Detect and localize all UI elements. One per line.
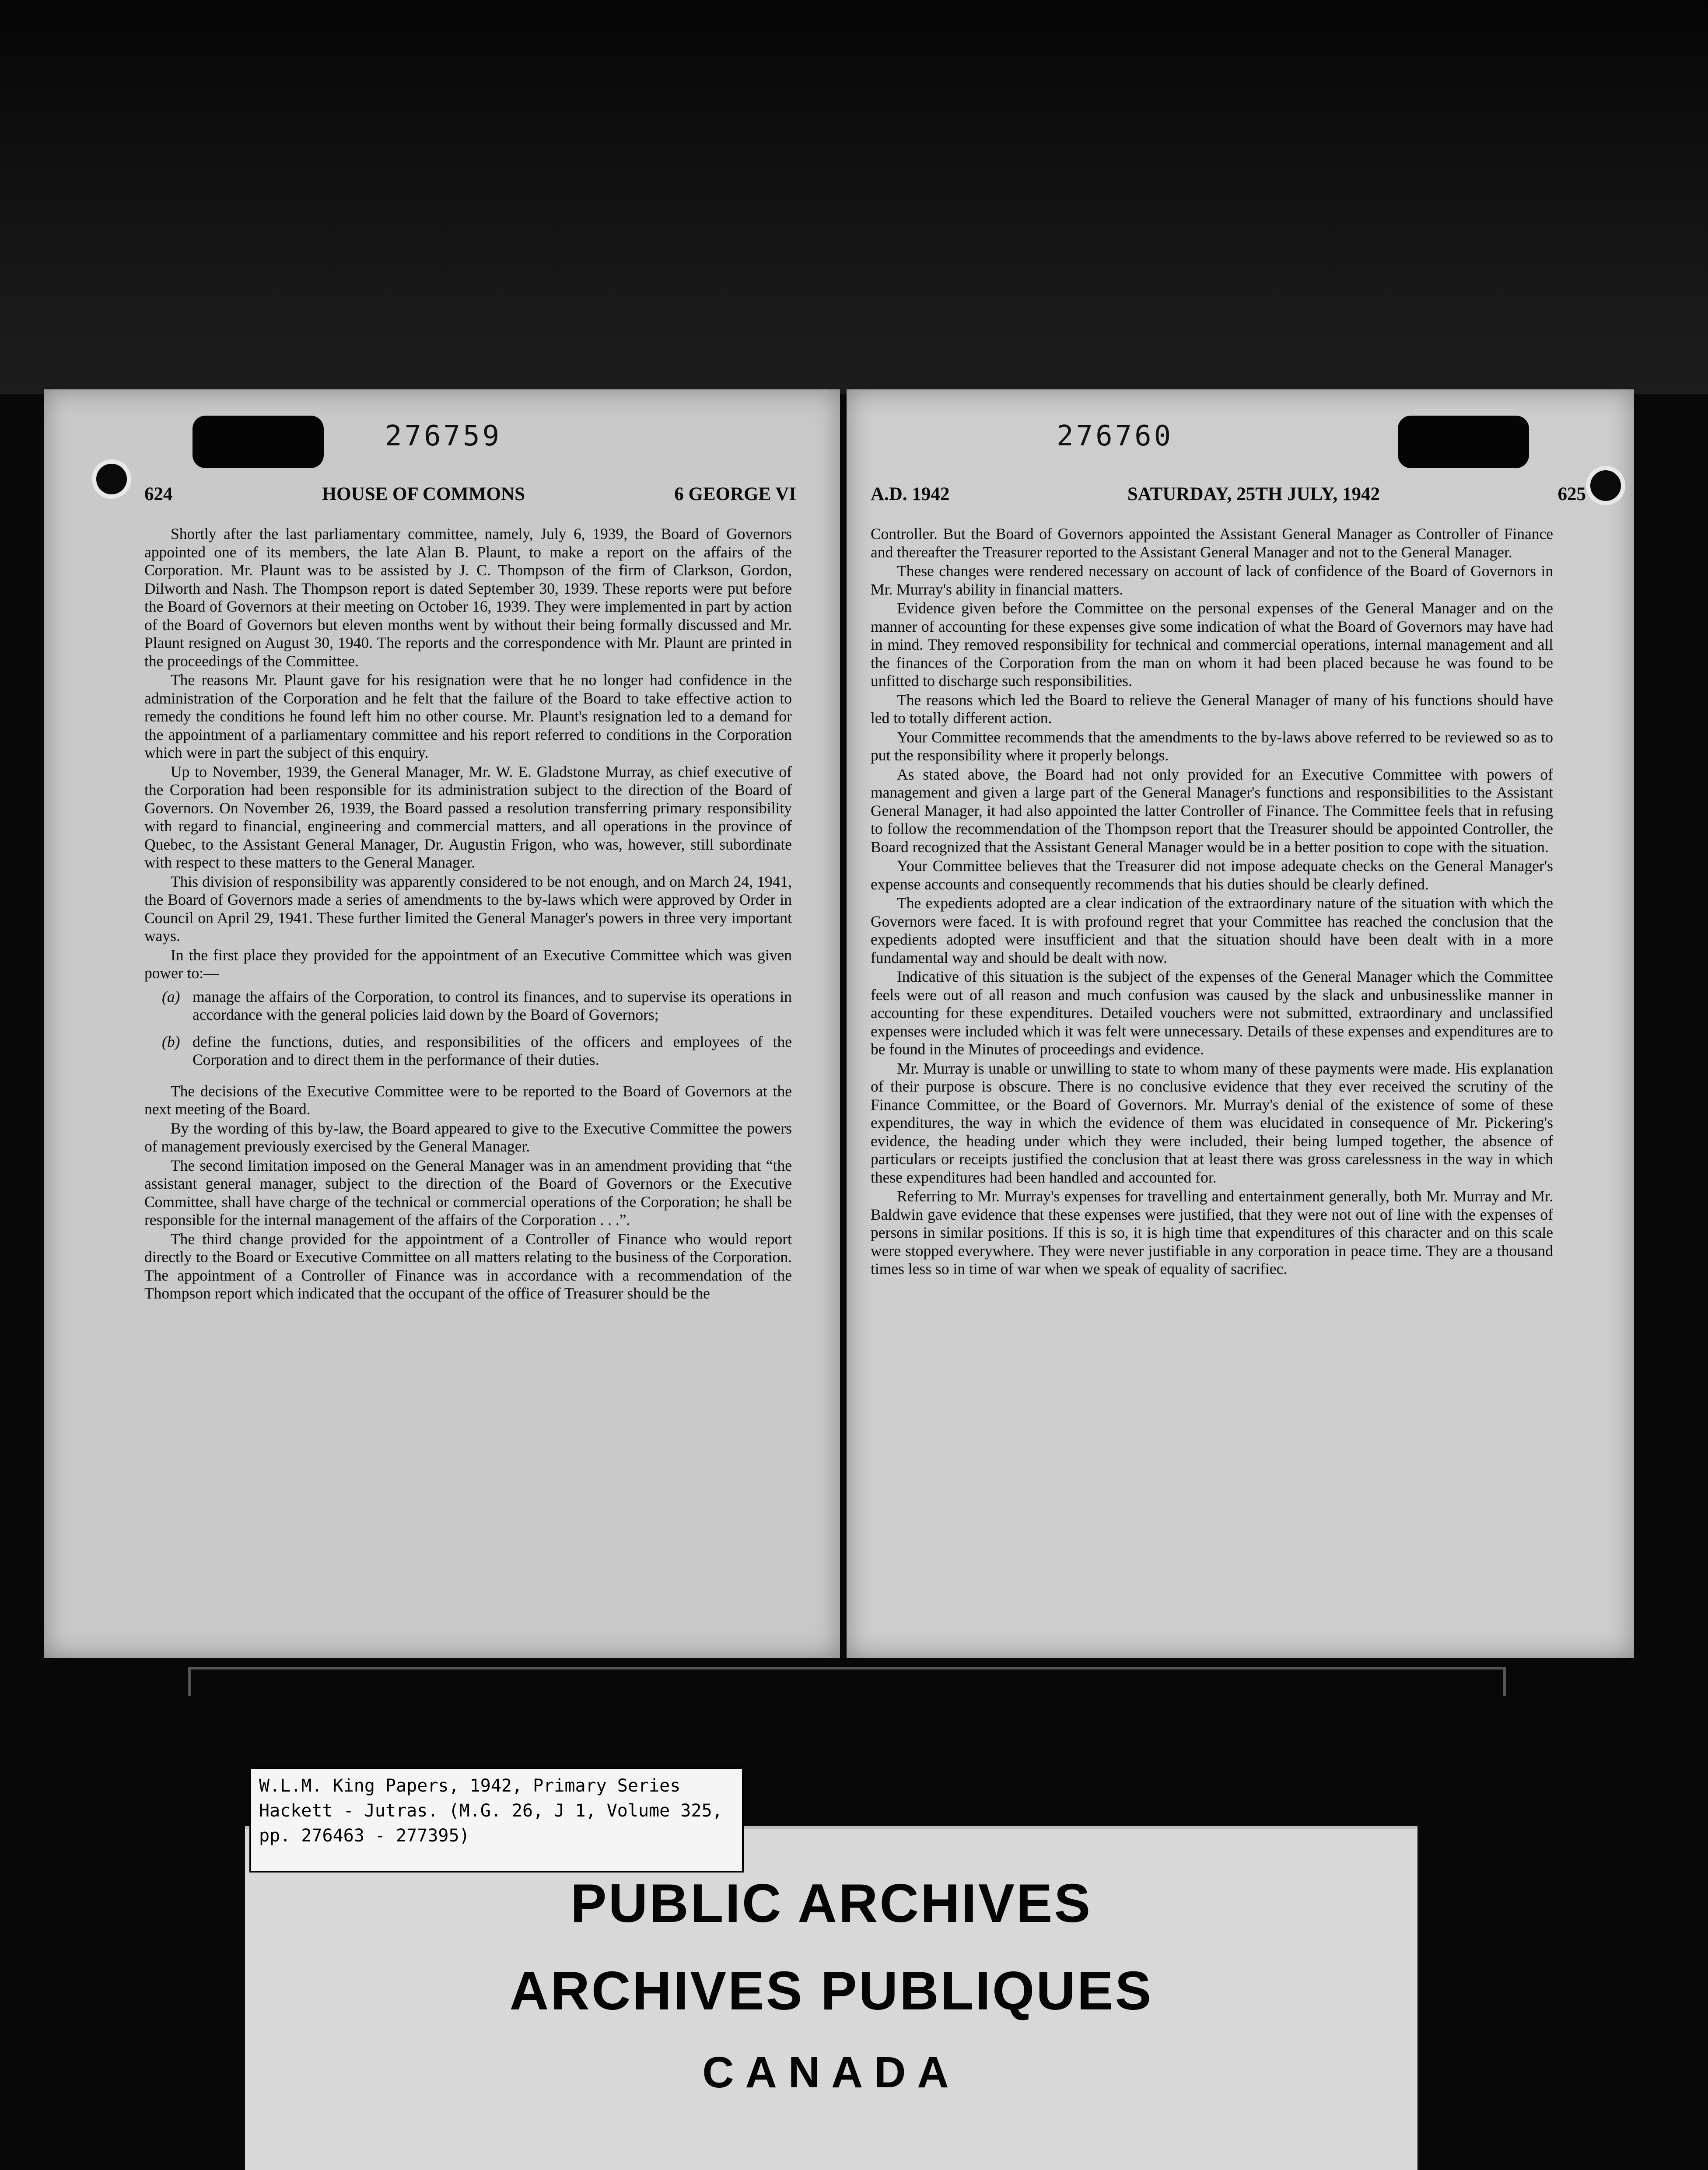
paragraph: The reasons which led the Board to relieve the General Manager of many of his functions should have led to totally different action. bbox=[871, 691, 1553, 727]
right-page-number: 625 bbox=[1558, 484, 1586, 504]
left-page-number: 624 bbox=[144, 484, 173, 504]
paragraph: Indicative of this situation is the subject of the expenses of the General Manager which the Committee feels were out of all reason and much confusion was caused by the slack and unbusinesslike manner in accounting for these expenditures. Detailed vouchers were not submitted, extraordinary and unclassified expenses were included which it was felt were unnecessary. Details of these expenses and expenditures are to be found in the Minutes of proceedings and evidence. bbox=[871, 968, 1553, 1058]
paragraph: Mr. Murray is unable or unwilling to state to whom many of these payments were made. His explanation of their purpose is obscure. There is no conclusive evidence that they ever received the scrutiny of the Finance Committee, or the Board of Governors. Mr. Murray's denial of the existence of some of these expenditures, the way in which the evidence of them was elucidated in consequence of Mr. Pickering's evidence, the heading under which they were included, their being lumped together, the absence of particulars or receipts justified the conclusion that at least there was gross carelessness in the way in which these expenditures had been handled and accounted for. bbox=[871, 1059, 1553, 1186]
list-item-label: (a) bbox=[162, 987, 180, 1005]
paragraph: As stated above, the Board had not only provided for an Executive Committee with powers of management and given a large part of the General Manager's functions and responsibilities to the Assistant General Manager, it had also appointed the latter Controller of Finance. The Committee feels that in refusing to follow the recommendation of the Thompson report that the Treasurer should be appointed Controller, the Board recognized that the Assistant General Manager would be in a better position to cope with the situation. bbox=[871, 765, 1553, 856]
left-page-punch-hole bbox=[92, 459, 131, 499]
paragraph: Evidence given before the Committee on the personal expenses of the General Manager and on the manner of accounting for these expenses give some indication of what the Board of Governors may have had in mind. They removed responsibility for technical and commercial operations, internal management and all the finances of the Corporation from the man on whom it had been placed because he was found to be unfitted to discharge such responsibilities. bbox=[871, 599, 1553, 690]
paragraph: In the first place they provided for the appointment of an Executive Committee which was given power to:— bbox=[144, 946, 792, 982]
left-page-redaction-tab bbox=[192, 416, 324, 468]
left-page-header bbox=[144, 483, 796, 505]
list-item bbox=[144, 1033, 792, 1069]
paragraph: Controller. But the Board of Governors appointed the Assistant General Manager as Controller of Finance and thereafter the Treasurer reported to the Assistant General Manager and not to the General Manager. bbox=[871, 525, 1553, 561]
paragraph: The decisions of the Executive Committee were to be reported to the Board of Governors at the next meeting of the Board. bbox=[144, 1082, 792, 1118]
right-page-redaction-tab bbox=[1398, 416, 1529, 468]
collection-label-line: W.L.M. King Papers, 1942, Primary Series bbox=[259, 1776, 681, 1796]
paragraph: The third change provided for the appointment of a Controller of Finance who would report directly to the Board or Executive Committee on all matters relating to the business of the Corporation. The appointment of a Controller of Finance was in accordance with a recommendation of the Thompson report which indicated that the occupant of the office of Treasurer should be the bbox=[144, 1230, 792, 1302]
right-page-header-date: SATURDAY, 25TH JULY, 1942 bbox=[1127, 484, 1380, 504]
scan-background bbox=[0, 0, 1708, 394]
paragraph: Referring to Mr. Murray's expenses for travelling and entertainment generally, both Mr. Murray and Mr. Baldwin gave evidence that these expenses were justified, that they were not out of line with the expenses of persons in similar positions. If this is so, it is high time that expenditures of this character and on this scale were stopped everywhere. They were never justifiable in any corporation in peace time. They are a thousand times less so in time of war when we speak of equality of sacrifiec. bbox=[871, 1187, 1553, 1278]
scan-bracket-line bbox=[188, 1667, 1506, 1696]
archives-country: CANADA bbox=[702, 2048, 960, 2097]
paragraph: Your Committee recommends that the amendments to the by-laws above referred to be reviewed so as to put the responsibility where it properly belongs. bbox=[871, 728, 1553, 764]
list-item bbox=[144, 988, 792, 1024]
collection-label-line: pp. 276463 - 277395) bbox=[259, 1826, 470, 1846]
collection-label bbox=[249, 1768, 744, 1872]
left-page-stamp-number: 276759 bbox=[385, 420, 502, 452]
right-page bbox=[847, 389, 1634, 1658]
left-page-body bbox=[144, 525, 792, 1304]
right-page-body bbox=[871, 525, 1553, 1279]
archives-title-french: ARCHIVES PUBLIQUES bbox=[509, 1961, 1153, 2021]
paragraph: This division of responsibility was apparently considered to be not enough, and on March 24, 1941, the Board of Governors made a series of amendments to the by-laws which were approved by Order in Council on April 29, 1941. These further limited the General Manager's powers in three very important ways. bbox=[144, 872, 792, 945]
archives-title-english: PUBLIC ARCHIVES bbox=[570, 1873, 1092, 1934]
right-page-punch-hole bbox=[1586, 466, 1625, 505]
paragraph: The reasons Mr. Plaunt gave for his resignation were that he no longer had confidence in the administration of the Corporation and he felt that the failure of the Board to take effective action to remedy the conditions he found left him no other course. Mr. Plaunt's resignation led to a demand for the appointment of a parliamentary committee and his report referred to conditions in the Corporation which were in part the subject of this enquiry. bbox=[144, 671, 792, 761]
paragraph: Up to November, 1939, the General Manager, Mr. W. E. Gladstone Murray, as chief executive of the Corporation had been responsible for its administration subject to the direction of the Board of Governors. On November 26, 1939, the Board passed a resolution transferring primary responsibility with regard to financial, engineering and commercial matters, and all operations in the province of Quebec, to the Assistant General Manager, Dr. Augustin Frigon, who was, however, still subordinate with respect to these matters to the General Manager. bbox=[144, 763, 792, 871]
list-item-label: (b) bbox=[162, 1032, 180, 1050]
list-item-text: manage the affairs of the Corporation, to control its finances, and to supervise its operations in accordance with the general policies laid down by the Board of Governors; bbox=[192, 987, 792, 1023]
right-page-header bbox=[871, 483, 1586, 505]
left-page-header-reign: 6 GEORGE VI bbox=[674, 484, 796, 504]
paragraph: The expedients adopted are a clear indication of the extraordinary nature of the situation with which the Governors were faced. It is with profound regret that your Committee has reached the conclusion that the expedients adopted were insufficient and that the situation should have been dealt with in a more fundamental way and should be dealt with now. bbox=[871, 894, 1553, 966]
left-page-header-title: HOUSE OF COMMONS bbox=[322, 484, 525, 504]
list-item-text: define the functions, duties, and responsibilities of the officers and employees of the Corporation and to direct them in the performance of their duties. bbox=[192, 1032, 792, 1068]
paragraph: By the wording of this by-law, the Board appeared to give to the Executive Committee the powers of management previously exercised by the General Manager. bbox=[144, 1119, 792, 1155]
paragraph: Your Committee believes that the Treasurer did not impose adequate checks on the General Manager's expense accounts and consequently recommends that his duties should be clearly defined. bbox=[871, 857, 1553, 893]
right-page-stamp-number: 276760 bbox=[1057, 420, 1174, 452]
executive-committee-powers-list bbox=[144, 988, 792, 1069]
left-page bbox=[44, 389, 840, 1658]
right-page-header-year: A.D. 1942 bbox=[871, 484, 950, 504]
collection-label-line: Hackett - Jutras. (M.G. 26, J 1, Volume 325, bbox=[259, 1801, 723, 1821]
paragraph: The second limitation imposed on the General Manager was in an amendment providing that “the assistant general manager, subject to the direction of the Board of Governors or the Executive Committee, shall have charge of the technical or commercial operations of the Corporation; he shall be responsible for the internal management of the affairs of the Corporation . . .”. bbox=[144, 1156, 792, 1228]
paragraph: These changes were rendered necessary on account of lack of confidence of the Board of Governors in Mr. Murray's ability in financial matters. bbox=[871, 562, 1553, 598]
paragraph: Shortly after the last parliamentary committee, namely, July 6, 1939, the Board of Governors appointed one of its members, the late Alan B. Plaunt, to make a report on the affairs of the Corporation. Mr. Plaunt was to be assisted by J. C. Thompson of the firm of Clarkson, Gordon, Dilworth and Nash. The Thompson report is dated September 30, 1939. These reports were put before the Board of Governors at their meeting on October 16, 1939. They were implemented in part by action of the Board of Governors but eleven months went by without their being formally discussed and Mr. Plaunt resigned on August 30, 1940. The reports and the correspondence with Mr. Plaunt are printed in the proceedings of the Committee. bbox=[144, 525, 792, 670]
